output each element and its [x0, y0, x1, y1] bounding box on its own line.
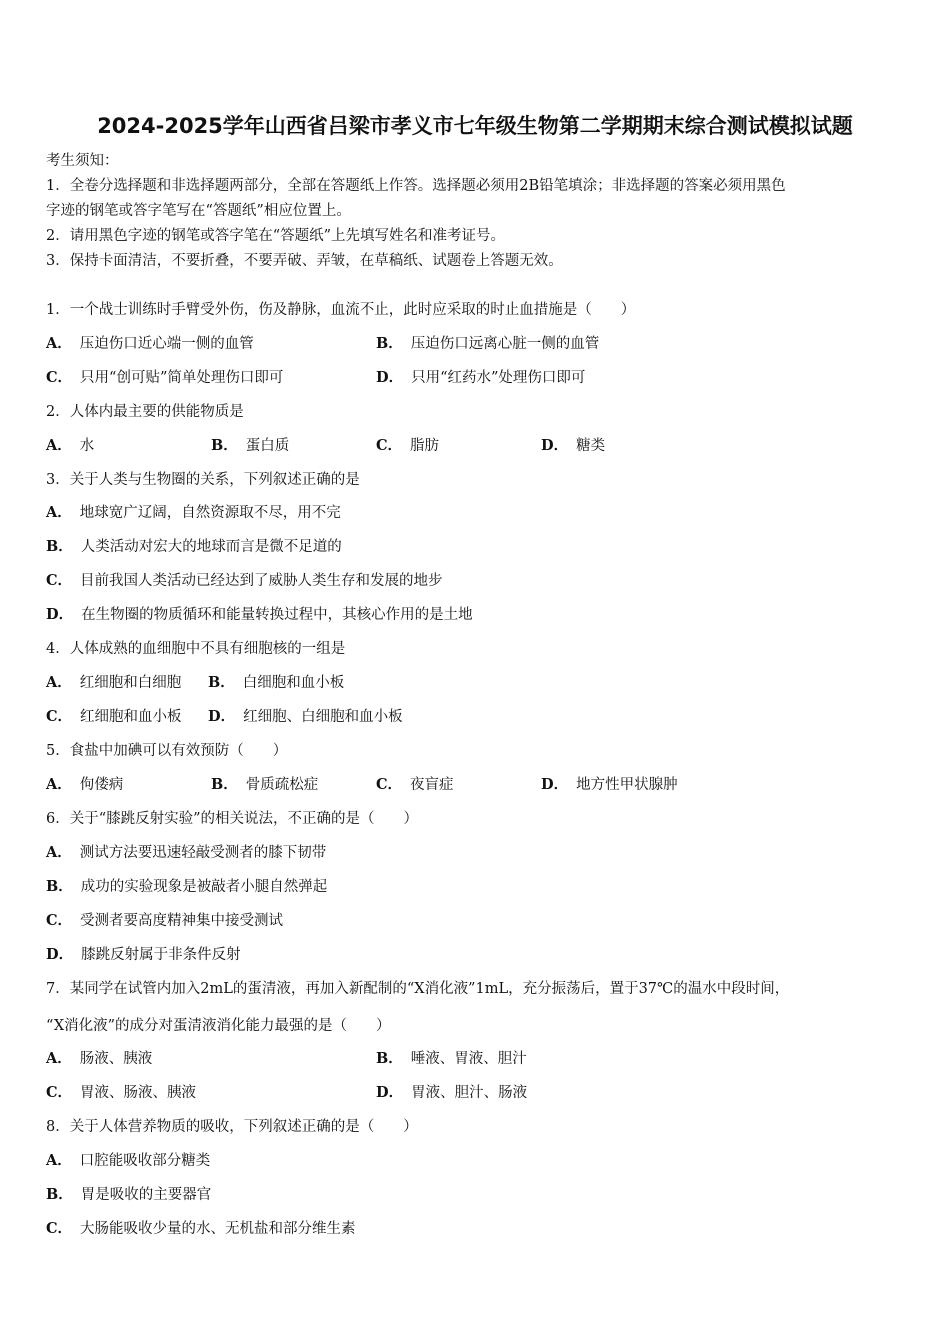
- question-3-stem: 3．关于人类与生物圈的关系，下列叙述正确的是: [46, 472, 360, 488]
- option-text: 水: [79, 438, 95, 454]
- question-4-option-d: [208, 707, 403, 727]
- question-4-option-b: [208, 673, 344, 693]
- question-2-option-c: [376, 436, 439, 456]
- option-text: 只用“红药水”处理伤口即可: [411, 370, 586, 386]
- option-key: C．: [46, 708, 73, 725]
- question-5-option-c: [376, 775, 454, 795]
- option-text: 压迫伤口近心端一侧的血管: [79, 336, 254, 352]
- question-6-option-b: [46, 877, 327, 897]
- question-7-option-b: [376, 1049, 527, 1069]
- page-title: 2024-2025学年山西省吕梁市孝义市七年级生物第二学期期末综合测试模拟试题: [97, 114, 853, 138]
- option-text: 膝跳反射属于非条件反射: [81, 947, 241, 963]
- option-text: 红细胞、白细胞和血小板: [243, 709, 403, 725]
- option-text: 红细胞和白细胞: [79, 675, 182, 691]
- question-5-stem: 5．食盐中加碘可以有效预防（ ）: [46, 743, 288, 759]
- option-text: 蛋白质: [245, 438, 290, 454]
- option-text: 口腔能吸收部分糖类: [79, 1153, 211, 1169]
- question-3-option-a: [46, 503, 341, 523]
- option-text: 测试方法要迅速轻敲受测者的膝下韧带: [79, 845, 327, 861]
- option-text: 肠液、胰液: [79, 1051, 153, 1067]
- option-text: 糖类: [576, 438, 606, 454]
- option-key: D．: [376, 1084, 404, 1101]
- question-3-option-d: [46, 605, 473, 625]
- question-1-option-b: [376, 334, 599, 354]
- option-key: D．: [541, 437, 569, 454]
- question-2-option-b: [211, 436, 289, 456]
- option-key: C．: [46, 369, 73, 386]
- option-text: 地球宽广辽阔，自然资源取不尽，用不完: [79, 505, 341, 521]
- option-key: B．: [211, 776, 238, 793]
- option-key: B．: [376, 335, 403, 352]
- option-key: A．: [46, 437, 72, 454]
- option-key: A．: [46, 504, 72, 521]
- question-8-option-a: [46, 1151, 210, 1171]
- option-key: B．: [376, 1050, 403, 1067]
- question-1-option-a: [46, 334, 254, 354]
- question-3-option-c: [46, 571, 443, 591]
- option-key: D．: [46, 946, 74, 963]
- notice-line-2: 字迹的钢笔或答字笔写在“答题纸”相应位置上。: [46, 203, 351, 219]
- option-key: B．: [46, 1186, 73, 1203]
- question-8-option-c: [46, 1219, 356, 1239]
- question-4-option-a: [46, 673, 181, 693]
- option-key: C．: [46, 912, 73, 929]
- option-key: A．: [46, 1152, 72, 1169]
- question-7-option-c: [46, 1083, 196, 1103]
- option-key: C．: [376, 437, 403, 454]
- question-6-stem: 6．关于“膝跳反射实验”的相关说法，不正确的是（ ）: [46, 811, 419, 827]
- option-text: 佝偻病: [79, 777, 124, 793]
- question-7-option-d: [376, 1083, 527, 1103]
- option-key: C．: [46, 1220, 73, 1237]
- question-2-option-d: [541, 436, 605, 456]
- option-key: D．: [46, 606, 74, 623]
- option-key: B．: [208, 674, 235, 691]
- option-text: 脂肪: [410, 438, 440, 454]
- option-text: 压迫伤口远离心脏一侧的血管: [410, 336, 600, 352]
- question-1-option-d: [376, 368, 585, 388]
- question-2-option-a: [46, 436, 94, 456]
- option-text: 在生物圈的物质循环和能量转换过程中，其核心作用的是土地: [81, 607, 473, 623]
- option-text: 胃液、肠液、胰液: [80, 1085, 197, 1101]
- notice-line-4: 3．保持卡面清洁，不要折叠，不要弄破、弄皱，在草稿纸、试题卷上答题无效。: [46, 253, 563, 269]
- question-8-stem: 8．关于人体营养物质的吸收，下列叙述正确的是（ ）: [46, 1119, 418, 1135]
- option-key: C．: [46, 572, 73, 589]
- option-key: B．: [46, 538, 73, 555]
- question-8-option-b: [46, 1185, 211, 1205]
- question-5-option-b: [211, 775, 318, 795]
- option-key: A．: [46, 335, 72, 352]
- notice-line-1: 1．全卷分选择题和非选择题两部分，全部在答题纸上作答。选择题必须用2B铅笔填涂；非选择题的答案必须用黑色: [46, 178, 786, 194]
- question-1-stem: 1．一个战士训练时手臂受外伤，伤及静脉，血流不止，此时应采取的时止血措施是（ ）: [46, 302, 636, 318]
- option-key: D．: [541, 776, 569, 793]
- option-key: B．: [46, 878, 73, 895]
- option-text: 受测者要高度精神集中接受测试: [80, 913, 284, 929]
- option-key: A．: [46, 844, 72, 861]
- option-text: 大肠能吸收少量的水、无机盐和部分维生素: [80, 1221, 356, 1237]
- option-key: A．: [46, 776, 72, 793]
- question-1-option-c: [46, 368, 283, 388]
- notice-line-3: 2．请用黑色字迹的钢笔或答字笔在“答题纸”上先填写姓名和准考证号。: [46, 228, 506, 244]
- question-4-option-c: [46, 707, 182, 727]
- option-text: 只用“创可贴”简单处理伤口即可: [80, 370, 284, 386]
- option-text: 夜盲症: [410, 777, 454, 793]
- question-7-stem-continued: “X消化液”的成分对蛋清液消化能力最强的是（ ）: [46, 1018, 391, 1034]
- option-text: 地方性甲状腺肿: [576, 777, 678, 793]
- option-key: B．: [211, 437, 238, 454]
- question-5-option-d: [541, 775, 678, 795]
- option-text: 白细胞和血小板: [242, 675, 345, 691]
- option-text: 胃是吸收的主要器官: [80, 1187, 212, 1203]
- question-5-option-a: [46, 775, 123, 795]
- option-text: 红细胞和血小板: [80, 709, 182, 725]
- option-text: 胃液、胆汁、肠液: [411, 1085, 528, 1101]
- question-2-stem: 2．人体内最主要的供能物质是: [46, 404, 244, 420]
- question-3-option-b: [46, 537, 342, 557]
- option-text: 人类活动对宏大的地球而言是微不足道的: [80, 539, 342, 555]
- question-7-option-a: [46, 1049, 152, 1069]
- notice-heading: 考生须知：: [46, 153, 119, 169]
- question-6-option-c: [46, 911, 283, 931]
- question-7-stem: 7．某同学在试管内加入2mL的蛋清液，再加入新配制的“X消化液”1mL，充分振荡后，置于37℃的温水中段时间，: [46, 981, 790, 997]
- option-key: D．: [376, 369, 404, 386]
- option-text: 唾液、胃液、胆汁: [410, 1051, 527, 1067]
- option-key: A．: [46, 1050, 72, 1067]
- option-key: C．: [376, 776, 403, 793]
- option-text: 目前我国人类活动已经达到了威胁人类生存和发展的地步: [80, 573, 443, 589]
- question-6-option-a: [46, 843, 326, 863]
- question-4-stem: 4．人体成熟的血细胞中不具有细胞核的一组是: [46, 641, 346, 657]
- option-key: A．: [46, 674, 72, 691]
- option-key: C．: [46, 1084, 73, 1101]
- option-text: 成功的实验现象是被敲者小腿自然弹起: [80, 879, 328, 895]
- question-6-option-d: [46, 945, 241, 965]
- option-text: 骨质疏松症: [245, 777, 319, 793]
- option-key: D．: [208, 708, 236, 725]
